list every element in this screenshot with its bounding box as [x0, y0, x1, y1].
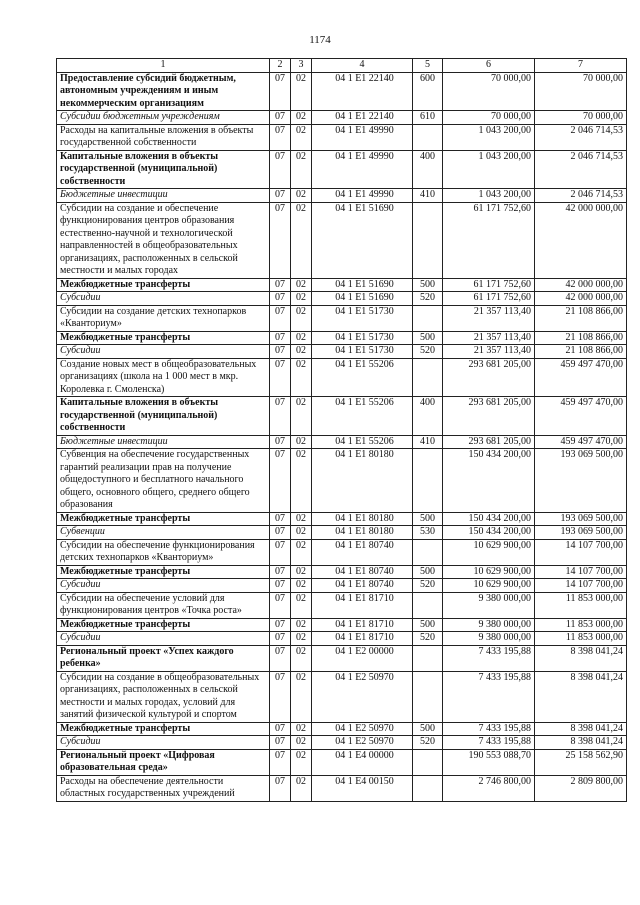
target-article-cell: 04 1 E1 81710	[312, 592, 413, 618]
amount-year1-cell: 293 681 205,00	[443, 397, 535, 436]
section-code-cell: 07	[270, 124, 291, 150]
target-article-cell: 04 1 E4 00000	[312, 749, 413, 775]
amount-year1-cell: 9 380 000,00	[443, 632, 535, 646]
expense-type-cell: 500	[413, 618, 443, 632]
page-number: 1174	[309, 34, 331, 46]
table-row	[57, 579, 627, 593]
subsection-code-cell: 02	[291, 72, 312, 111]
row-name-cell: Капитальные вложения в объекты государственной (муниципальной) собственности	[57, 397, 270, 436]
row-name-cell: Субсидии бюджетным учреждениям	[57, 111, 270, 125]
amount-year1-cell: 2 746 800,00	[443, 775, 535, 801]
table-row	[57, 775, 627, 801]
target-article-cell: 04 1 E1 51730	[312, 305, 413, 331]
row-name-cell: Субсидии	[57, 736, 270, 750]
subsection-code-cell: 02	[291, 775, 312, 801]
subsection-code-cell: 02	[291, 539, 312, 565]
table-row	[57, 671, 627, 722]
table-row	[57, 278, 627, 292]
expense-type-cell: 410	[413, 435, 443, 449]
amount-year1-cell: 61 171 752,60	[443, 278, 535, 292]
table-row	[57, 150, 627, 189]
section-code-cell: 07	[270, 722, 291, 736]
expense-type-cell	[413, 202, 443, 278]
section-code-cell: 07	[270, 111, 291, 125]
amount-year1-cell: 21 357 113,40	[443, 345, 535, 359]
subsection-code-cell: 02	[291, 111, 312, 125]
target-article-cell: 04 1 E1 22140	[312, 111, 413, 125]
subsection-code-cell: 02	[291, 618, 312, 632]
amount-year2-cell: 193 069 500,00	[535, 526, 627, 540]
section-code-cell: 07	[270, 539, 291, 565]
section-code-cell: 07	[270, 749, 291, 775]
target-article-cell: 04 1 E1 49990	[312, 189, 413, 203]
expense-type-cell: 400	[413, 150, 443, 189]
row-name-cell: Субвенции	[57, 526, 270, 540]
expense-type-cell: 610	[413, 111, 443, 125]
row-name-cell: Субсидии	[57, 579, 270, 593]
expense-type-cell: 410	[413, 189, 443, 203]
amount-year1-cell: 9 380 000,00	[443, 592, 535, 618]
table-row	[57, 592, 627, 618]
row-name-cell: Региональный проект «Успех каждого ребенка»	[57, 645, 270, 671]
expense-type-cell: 520	[413, 736, 443, 750]
amount-year1-cell: 70 000,00	[443, 72, 535, 111]
table-row	[57, 618, 627, 632]
amount-year2-cell: 42 000 000,00	[535, 278, 627, 292]
row-name-cell: Субсидии на создание детских технопарков «Кванториум»	[57, 305, 270, 331]
amount-year2-cell: 42 000 000,00	[535, 292, 627, 306]
subsection-code-cell: 02	[291, 345, 312, 359]
amount-year2-cell: 70 000,00	[535, 72, 627, 111]
col-header: 5	[413, 59, 443, 73]
col-header: 3	[291, 59, 312, 73]
expense-type-cell	[413, 645, 443, 671]
table-row	[57, 539, 627, 565]
table-row	[57, 736, 627, 750]
header-row	[57, 59, 627, 73]
target-article-cell: 04 1 E1 55206	[312, 358, 413, 397]
expense-type-cell: 500	[413, 278, 443, 292]
amount-year1-cell: 21 357 113,40	[443, 305, 535, 331]
expense-type-cell: 500	[413, 722, 443, 736]
amount-year2-cell: 2 809 800,00	[535, 775, 627, 801]
amount-year1-cell: 150 434 200,00	[443, 512, 535, 526]
expense-type-cell: 520	[413, 292, 443, 306]
row-name-cell: Межбюджетные трансферты	[57, 722, 270, 736]
col-header: 4	[312, 59, 413, 73]
table-row	[57, 202, 627, 278]
amount-year1-cell: 1 043 200,00	[443, 150, 535, 189]
budget-table	[56, 58, 627, 802]
target-article-cell: 04 1 E1 80180	[312, 449, 413, 513]
amount-year2-cell: 8 398 041,24	[535, 671, 627, 722]
table-row	[57, 749, 627, 775]
target-article-cell: 04 1 E1 80740	[312, 579, 413, 593]
row-name-cell: Предоставление субсидий бюджетным, автономным учреждениям и иным некоммерческим организациям	[57, 72, 270, 111]
subsection-code-cell: 02	[291, 579, 312, 593]
section-code-cell: 07	[270, 645, 291, 671]
target-article-cell: 04 1 E2 50970	[312, 722, 413, 736]
section-code-cell: 07	[270, 449, 291, 513]
amount-year2-cell: 2 046 714,53	[535, 150, 627, 189]
target-article-cell: 04 1 E1 51730	[312, 331, 413, 345]
amount-year2-cell: 25 158 562,90	[535, 749, 627, 775]
subsection-code-cell: 02	[291, 278, 312, 292]
row-name-cell: Субсидии на создание и обеспечение функционирования центров образования естественно-научной и технологической направленностей в общеобразовательных организациях, расположенных в сельской местности и малых городах	[57, 202, 270, 278]
target-article-cell: 04 1 E1 80180	[312, 512, 413, 526]
amount-year2-cell: 11 853 000,00	[535, 632, 627, 646]
amount-year1-cell: 1 043 200,00	[443, 189, 535, 203]
table-row	[57, 111, 627, 125]
amount-year2-cell: 193 069 500,00	[535, 449, 627, 513]
section-code-cell: 07	[270, 202, 291, 278]
amount-year1-cell: 293 681 205,00	[443, 435, 535, 449]
row-name-cell: Бюджетные инвестиции	[57, 189, 270, 203]
table-row	[57, 331, 627, 345]
target-article-cell: 04 1 E1 80740	[312, 565, 413, 579]
amount-year2-cell: 2 046 714,53	[535, 189, 627, 203]
subsection-code-cell: 02	[291, 526, 312, 540]
row-name-cell: Межбюджетные трансферты	[57, 512, 270, 526]
target-article-cell: 04 1 E1 51690	[312, 278, 413, 292]
subsection-code-cell: 02	[291, 358, 312, 397]
expense-type-cell: 500	[413, 512, 443, 526]
target-article-cell: 04 1 E1 81710	[312, 632, 413, 646]
amount-year2-cell: 14 107 700,00	[535, 565, 627, 579]
target-article-cell: 04 1 E1 80740	[312, 539, 413, 565]
row-name-cell: Региональный проект «Цифровая образовательная среда»	[57, 749, 270, 775]
target-article-cell: 04 1 E1 22140	[312, 72, 413, 111]
amount-year2-cell: 193 069 500,00	[535, 512, 627, 526]
table-row	[57, 292, 627, 306]
amount-year1-cell: 61 171 752,60	[443, 292, 535, 306]
section-code-cell: 07	[270, 592, 291, 618]
section-code-cell: 07	[270, 632, 291, 646]
row-name-cell: Межбюджетные трансферты	[57, 278, 270, 292]
amount-year1-cell: 190 553 088,70	[443, 749, 535, 775]
target-article-cell: 04 1 E2 50970	[312, 671, 413, 722]
expense-type-cell	[413, 749, 443, 775]
section-code-cell: 07	[270, 435, 291, 449]
row-name-cell: Капитальные вложения в объекты государственной (муниципальной) собственности	[57, 150, 270, 189]
amount-year1-cell: 70 000,00	[443, 111, 535, 125]
subsection-code-cell: 02	[291, 124, 312, 150]
table-row	[57, 526, 627, 540]
subsection-code-cell: 02	[291, 305, 312, 331]
col-header: 1	[57, 59, 270, 73]
target-article-cell: 04 1 E1 49990	[312, 124, 413, 150]
target-article-cell: 04 1 E1 49990	[312, 150, 413, 189]
target-article-cell: 04 1 E1 81710	[312, 618, 413, 632]
table-row	[57, 124, 627, 150]
expense-type-cell	[413, 671, 443, 722]
expense-type-cell	[413, 592, 443, 618]
amount-year1-cell: 61 171 752,60	[443, 202, 535, 278]
row-name-cell: Межбюджетные трансферты	[57, 331, 270, 345]
row-name-cell: Создание новых мест в общеобразовательных организациях (школа на 1 000 мест в мкр. Королевка г. Смоленска)	[57, 358, 270, 397]
section-code-cell: 07	[270, 565, 291, 579]
amount-year2-cell: 459 497 470,00	[535, 397, 627, 436]
amount-year2-cell: 42 000 000,00	[535, 202, 627, 278]
expense-type-cell	[413, 358, 443, 397]
section-code-cell: 07	[270, 579, 291, 593]
section-code-cell: 07	[270, 331, 291, 345]
table-row	[57, 397, 627, 436]
amount-year1-cell: 7 433 195,88	[443, 671, 535, 722]
row-name-cell: Расходы на обеспечение деятельности областных государственных учреждений	[57, 775, 270, 801]
table-row	[57, 72, 627, 111]
subsection-code-cell: 02	[291, 397, 312, 436]
section-code-cell: 07	[270, 671, 291, 722]
amount-year1-cell: 293 681 205,00	[443, 358, 535, 397]
amount-year1-cell: 7 433 195,88	[443, 645, 535, 671]
section-code-cell: 07	[270, 278, 291, 292]
amount-year1-cell: 1 043 200,00	[443, 124, 535, 150]
col-header: 2	[270, 59, 291, 73]
subsection-code-cell: 02	[291, 202, 312, 278]
amount-year1-cell: 10 629 900,00	[443, 579, 535, 593]
table-row	[57, 189, 627, 203]
row-name-cell: Субсидии	[57, 632, 270, 646]
section-code-cell: 07	[270, 775, 291, 801]
target-article-cell: 04 1 E2 00000	[312, 645, 413, 671]
target-article-cell: 04 1 E2 50970	[312, 736, 413, 750]
expense-type-cell	[413, 539, 443, 565]
section-code-cell: 07	[270, 150, 291, 189]
col-header: 6	[443, 59, 535, 73]
subsection-code-cell: 02	[291, 632, 312, 646]
row-name-cell: Межбюджетные трансферты	[57, 565, 270, 579]
subsection-code-cell: 02	[291, 645, 312, 671]
table-row	[57, 449, 627, 513]
amount-year1-cell: 7 433 195,88	[443, 736, 535, 750]
subsection-code-cell: 02	[291, 565, 312, 579]
expense-type-cell: 600	[413, 72, 443, 111]
row-name-cell: Расходы на капитальные вложения в объекты государственной собственности	[57, 124, 270, 150]
table-row	[57, 435, 627, 449]
subsection-code-cell: 02	[291, 592, 312, 618]
section-code-cell: 07	[270, 189, 291, 203]
row-name-cell: Субсидии на создание в общеобразовательных организациях, расположенных в сельской местности и малых городах, условий для занятий физической культурой и спортом	[57, 671, 270, 722]
target-article-cell: 04 1 E1 51690	[312, 292, 413, 306]
row-name-cell: Субсидии на обеспечение функционирования детских технопарков «Кванториум»	[57, 539, 270, 565]
table-row	[57, 305, 627, 331]
amount-year2-cell: 21 108 866,00	[535, 331, 627, 345]
expense-type-cell: 520	[413, 579, 443, 593]
amount-year1-cell: 10 629 900,00	[443, 565, 535, 579]
row-name-cell: Субсидии	[57, 345, 270, 359]
subsection-code-cell: 02	[291, 512, 312, 526]
section-code-cell: 07	[270, 72, 291, 111]
amount-year1-cell: 7 433 195,88	[443, 722, 535, 736]
expense-type-cell	[413, 449, 443, 513]
amount-year1-cell: 150 434 200,00	[443, 526, 535, 540]
amount-year2-cell: 14 107 700,00	[535, 579, 627, 593]
table-row	[57, 722, 627, 736]
section-code-cell: 07	[270, 292, 291, 306]
amount-year1-cell: 10 629 900,00	[443, 539, 535, 565]
row-name-cell: Межбюджетные трансферты	[57, 618, 270, 632]
subsection-code-cell: 02	[291, 736, 312, 750]
expense-type-cell: 500	[413, 565, 443, 579]
row-name-cell: Бюджетные инвестиции	[57, 435, 270, 449]
row-name-cell: Субсидии	[57, 292, 270, 306]
target-article-cell: 04 1 E1 55206	[312, 397, 413, 436]
expense-type-cell: 520	[413, 632, 443, 646]
amount-year1-cell: 150 434 200,00	[443, 449, 535, 513]
target-article-cell: 04 1 E1 80180	[312, 526, 413, 540]
subsection-code-cell: 02	[291, 189, 312, 203]
table-row	[57, 345, 627, 359]
target-article-cell: 04 1 E1 51690	[312, 202, 413, 278]
table-row	[57, 632, 627, 646]
amount-year2-cell: 70 000,00	[535, 111, 627, 125]
subsection-code-cell: 02	[291, 435, 312, 449]
section-code-cell: 07	[270, 345, 291, 359]
subsection-code-cell: 02	[291, 722, 312, 736]
table-row	[57, 512, 627, 526]
section-code-cell: 07	[270, 736, 291, 750]
subsection-code-cell: 02	[291, 331, 312, 345]
section-code-cell: 07	[270, 618, 291, 632]
section-code-cell: 07	[270, 512, 291, 526]
subsection-code-cell: 02	[291, 150, 312, 189]
amount-year2-cell: 459 497 470,00	[535, 358, 627, 397]
subsection-code-cell: 02	[291, 449, 312, 513]
amount-year2-cell: 8 398 041,24	[535, 645, 627, 671]
expense-type-cell	[413, 305, 443, 331]
expense-type-cell	[413, 775, 443, 801]
section-code-cell: 07	[270, 358, 291, 397]
section-code-cell: 07	[270, 397, 291, 436]
table-row	[57, 645, 627, 671]
expense-type-cell: 400	[413, 397, 443, 436]
expense-type-cell: 520	[413, 345, 443, 359]
subsection-code-cell: 02	[291, 671, 312, 722]
row-name-cell: Субвенция на обеспечение государственных гарантий реализации прав на получение общедоступного и бесплатного начального общего, основного общего, среднего общего образования	[57, 449, 270, 513]
amount-year2-cell: 2 046 714,53	[535, 124, 627, 150]
expense-type-cell	[413, 124, 443, 150]
target-article-cell: 04 1 E1 51730	[312, 345, 413, 359]
amount-year2-cell: 21 108 866,00	[535, 305, 627, 331]
target-article-cell: 04 1 E1 55206	[312, 435, 413, 449]
expense-type-cell: 500	[413, 331, 443, 345]
amount-year1-cell: 9 380 000,00	[443, 618, 535, 632]
subsection-code-cell: 02	[291, 749, 312, 775]
amount-year2-cell: 21 108 866,00	[535, 345, 627, 359]
col-header: 7	[535, 59, 627, 73]
table-row	[57, 565, 627, 579]
subsection-code-cell: 02	[291, 292, 312, 306]
amount-year2-cell: 11 853 000,00	[535, 618, 627, 632]
table-row	[57, 358, 627, 397]
amount-year2-cell: 8 398 041,24	[535, 736, 627, 750]
row-name-cell: Субсидии на обеспечение условий для функционирования центров «Точка роста»	[57, 592, 270, 618]
amount-year2-cell: 14 107 700,00	[535, 539, 627, 565]
amount-year2-cell: 459 497 470,00	[535, 435, 627, 449]
amount-year2-cell: 11 853 000,00	[535, 592, 627, 618]
amount-year2-cell: 8 398 041,24	[535, 722, 627, 736]
section-code-cell: 07	[270, 305, 291, 331]
expense-type-cell: 530	[413, 526, 443, 540]
section-code-cell: 07	[270, 526, 291, 540]
amount-year1-cell: 21 357 113,40	[443, 331, 535, 345]
target-article-cell: 04 1 E4 00150	[312, 775, 413, 801]
